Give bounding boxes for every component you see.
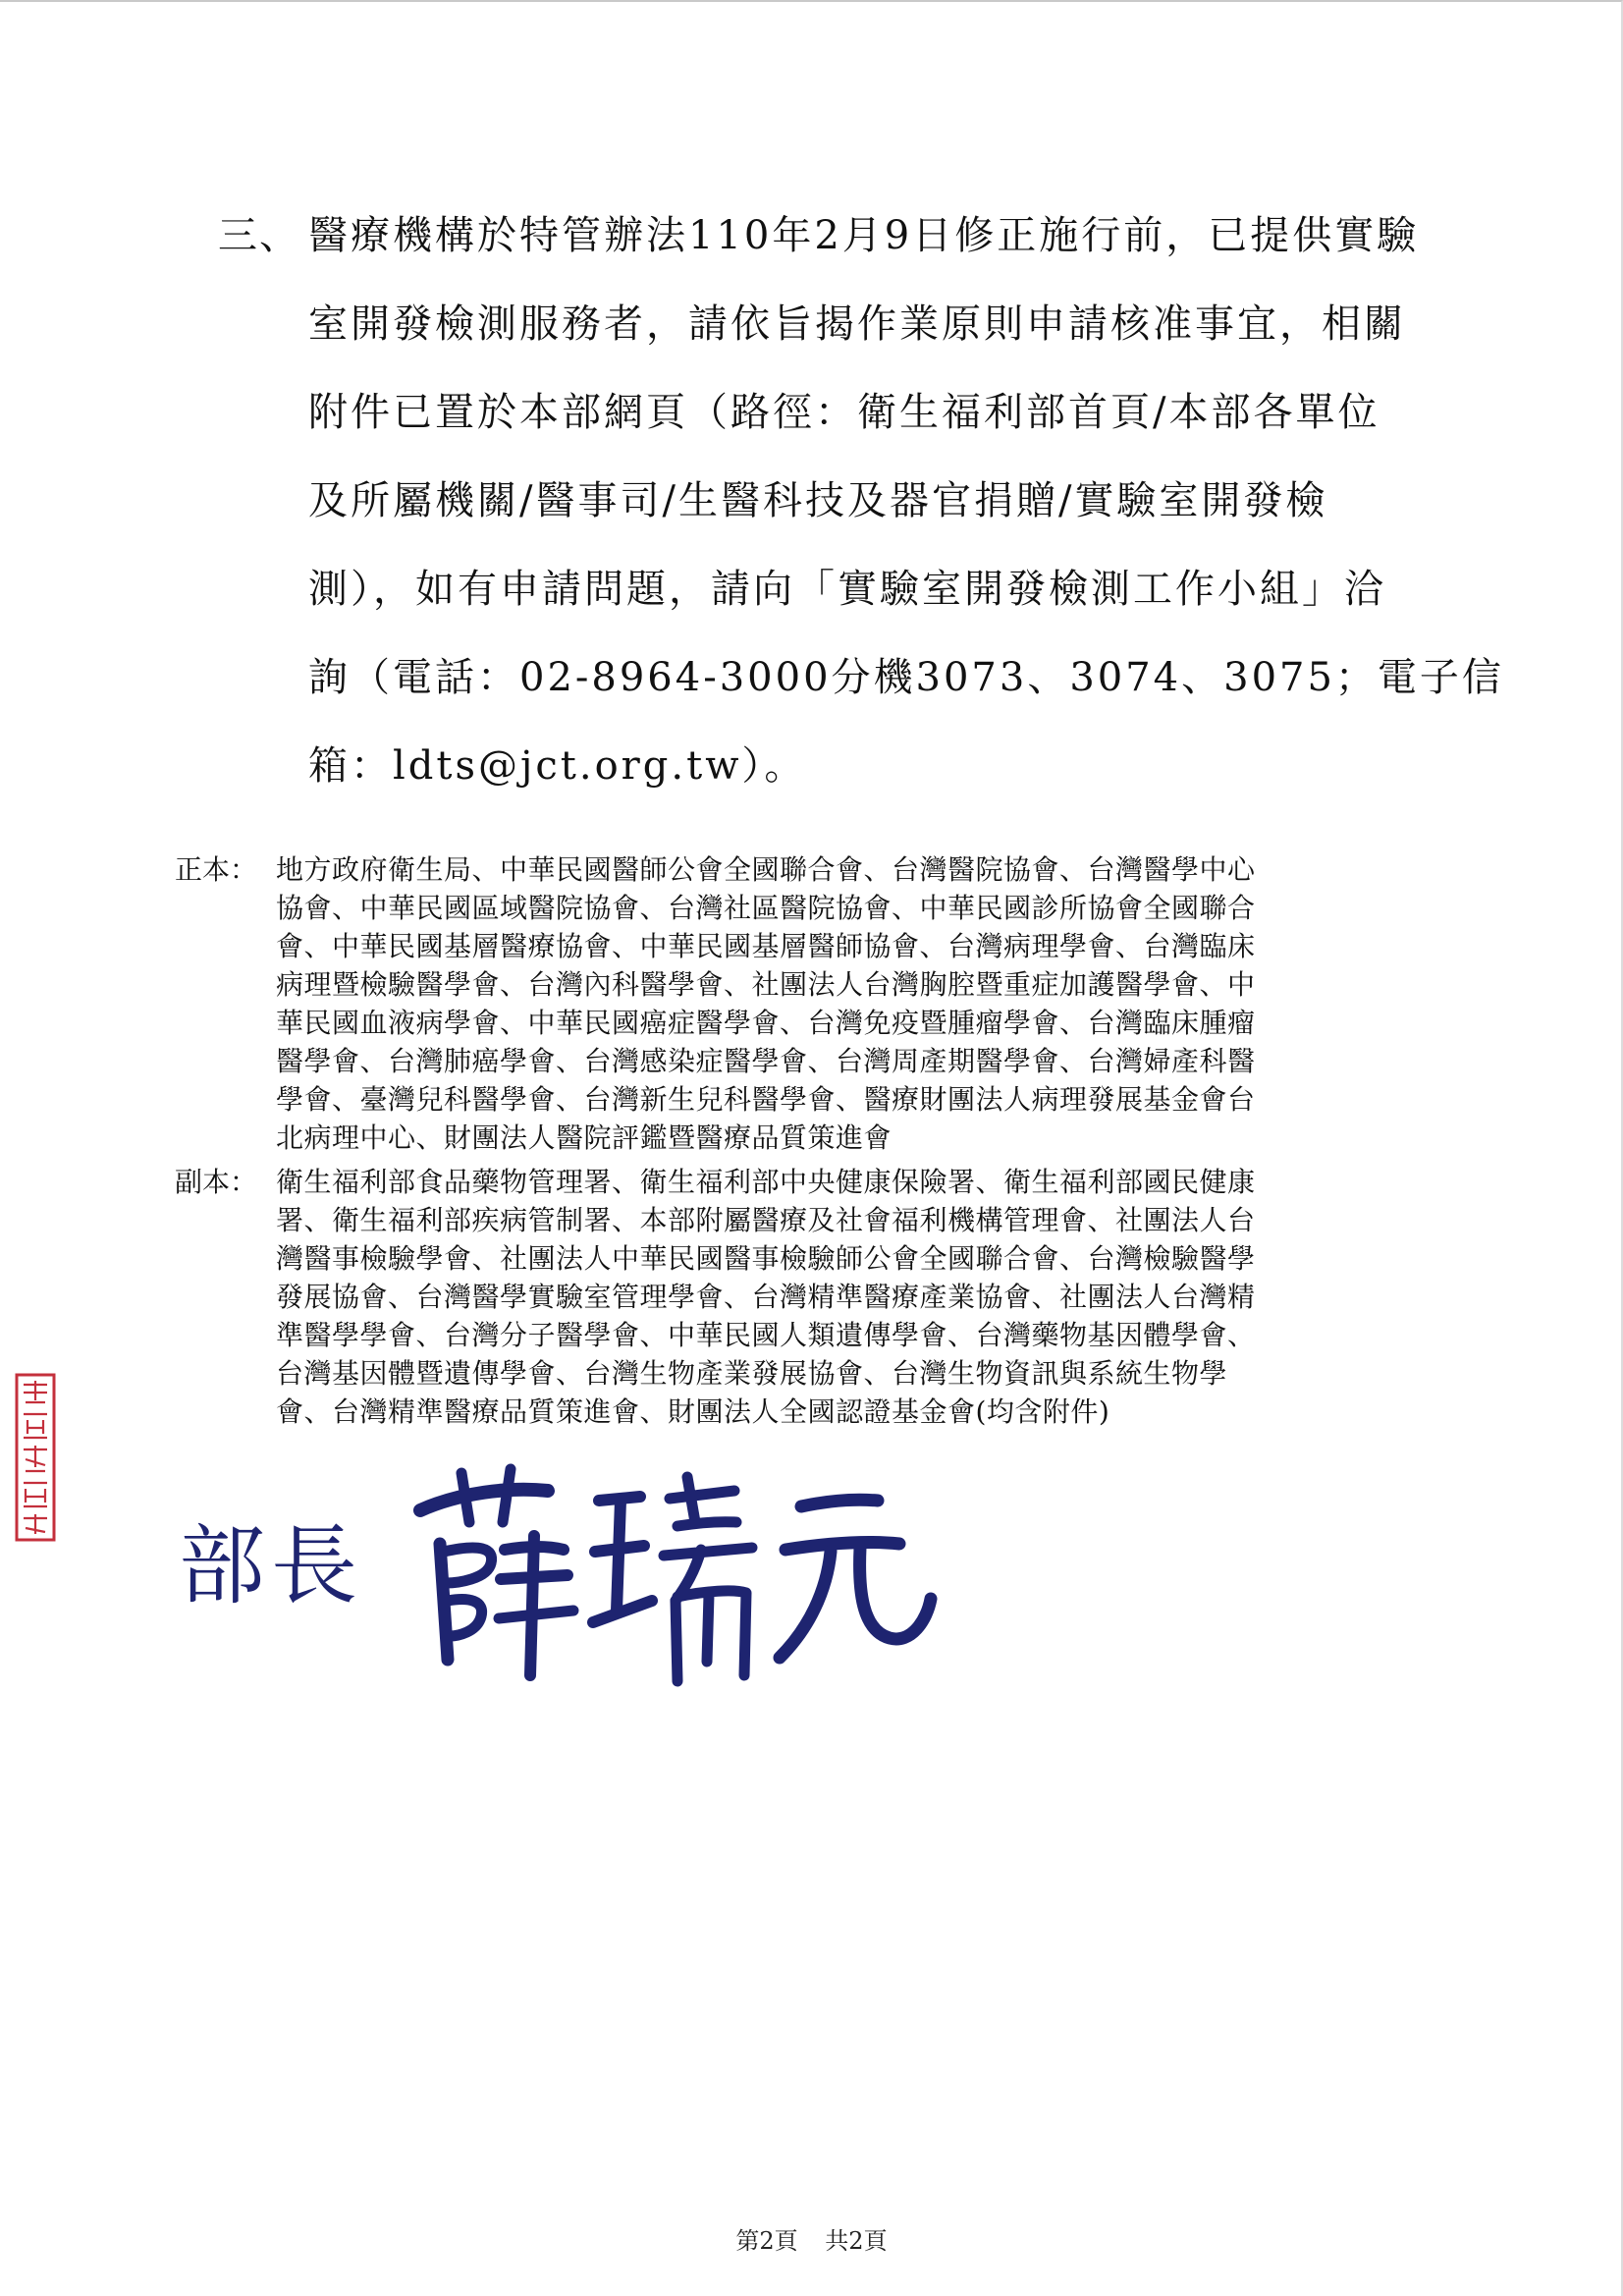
distribution-line: 衛生福利部食品藥物管理署、衛生福利部中央健康保險署、衛生福利部國民健康 (276, 1166, 1256, 1198)
distribution-main (175, 850, 1451, 1157)
distribution-copy (175, 1163, 1451, 1431)
distribution-line: 地方政府衛生局、中華民國醫師公會全國聯合會、台灣醫院協會、台灣醫學中心 (276, 853, 1256, 886)
distribution-line: 北病理中心、財團法人醫院評鑑暨醫療品質策進會 (276, 1121, 893, 1154)
seal-graphic (14, 1373, 59, 1542)
distribution-line: 會、台灣精準醫療品質策進會、財團法人全國認證基金會(均含附件) (276, 1395, 1110, 1428)
distribution-line: 會、中華民國基層醫療協會、中華民國基層醫師協會、台灣病理學會、台灣臨床 (276, 930, 1256, 962)
item-number: 三、 (218, 213, 300, 258)
distribution-main-list (276, 850, 1451, 1157)
item-line: 及所屬機關/醫事司/生醫科技及器官捐贈/實驗室開發檢 (308, 478, 1328, 523)
item-line: 室開發檢測服務者，請依旨揭作業原則申請核准事宜，相關 (308, 301, 1406, 347)
red-seal-stamp (14, 1373, 59, 1542)
item-three (218, 191, 1504, 810)
distribution-copy-label: 副本： (175, 1166, 258, 1198)
distribution-main-label: 正本： (175, 853, 258, 886)
distribution-copy-list (276, 1163, 1451, 1431)
item-line: 箱：ldts@jct.org.tw）。 (308, 743, 807, 789)
page-footer: 第2頁 共2頁 (735, 2227, 888, 2255)
distribution-line: 學會、臺灣兒科醫學會、台灣新生兒科醫學會、醫療財團法人病理發展基金會台 (276, 1083, 1256, 1116)
distribution-line: 華民國血液病學會、中華民國癌症醫學會、台灣免疫暨腫瘤學會、台灣臨床腫瘤 (276, 1007, 1256, 1039)
signature-handwritten (401, 1453, 950, 1689)
signature-title: 部長 (179, 1515, 364, 1616)
item-line: 測），如有申請問題，請向「實驗室開發檢測工作小組」洽 (308, 567, 1386, 612)
distribution-line: 醫學會、台灣肺癌學會、台灣感染症醫學會、台灣周產期醫學會、台灣婦產科醫 (276, 1045, 1256, 1077)
distribution-line: 準醫學學會、台灣分子醫學會、中華民國人類遺傳學會、台灣藥物基因體學會、 (276, 1319, 1256, 1351)
item-line: 醫療機構於特管辦法110年2月9日修正施行前，已提供實驗 (308, 213, 1420, 258)
distribution-line: 協會、中華民國區域醫院協會、台灣社區醫院協會、中華民國診所協會全國聯合 (276, 892, 1256, 924)
handwritten-signature-graphic (401, 1453, 950, 1689)
distribution-line: 發展協會、台灣醫學實驗室管理學會、台灣精準醫療產業協會、社團法人台灣精 (276, 1281, 1256, 1313)
item-line: 附件已置於本部網頁（路徑：衛生福利部首頁/本部各單位 (308, 390, 1380, 435)
distribution-line: 病理暨檢驗醫學會、台灣內科醫學會、社團法人台灣胸腔暨重症加護醫學會、中 (276, 968, 1256, 1001)
item-body (308, 191, 1504, 810)
distribution-line: 灣醫事檢驗學會、社團法人中華民國醫事檢驗師公會全國聯合會、台灣檢驗醫學 (276, 1242, 1256, 1275)
distribution-line: 署、衛生福利部疾病管制署、本部附屬醫療及社會福利機構管理會、社團法人台 (276, 1204, 1256, 1236)
item-line: 詢（電話：02-8964-3000分機3073、3074、3075；電子信 (308, 655, 1504, 700)
distribution-line: 台灣基因體暨遺傳學會、台灣生物產業發展協會、台灣生物資訊與系統生物學 (276, 1357, 1228, 1390)
